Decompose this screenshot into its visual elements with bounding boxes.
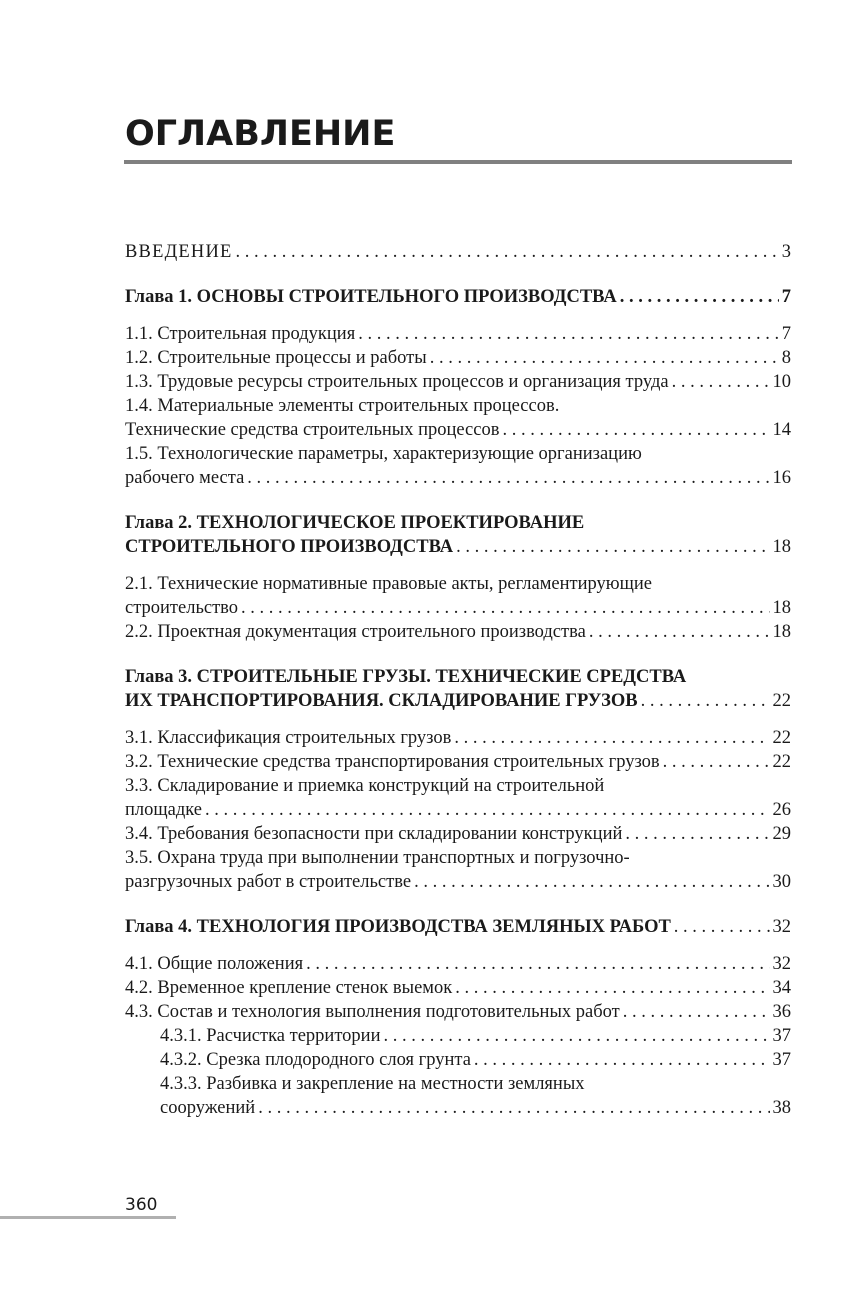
toc-entry-text: 1.4. Материальные элементы строительных процессов.	[125, 396, 560, 416]
toc-entry-text: 4.2. Временное крепление стенок выемок	[125, 978, 453, 998]
chapter-title: Глава 4. ТЕХНОЛОГИЯ ПРОИЗВОДСТВА ЗЕМЛЯНЫХ РАБОТ	[125, 917, 671, 937]
toc-page-number: 37	[772, 1026, 791, 1046]
dot-leader	[258, 1096, 769, 1120]
toc-page-number: 32	[772, 954, 791, 974]
toc-page-number: 32	[772, 917, 791, 937]
dot-leader	[205, 798, 770, 822]
toc-page-number: 8	[781, 348, 791, 368]
toc-page-number: 3	[781, 242, 791, 262]
toc-entry-text: 4.1. Общие положения	[125, 954, 304, 974]
toc-entry-text: разгрузочных работ в строительстве	[125, 872, 412, 892]
title-divider	[124, 160, 792, 164]
dot-leader	[358, 322, 779, 346]
toc-entry-text: 1.1. Строительная продукция	[125, 324, 356, 344]
toc-entry-text: 2.1. Технические нормативные правовые акты, регламентирующие	[125, 574, 652, 594]
chapter-title: ИХ ТРАНСПОРТИРОВАНИЯ. СКЛАДИРОВАНИЕ ГРУЗОВ	[125, 691, 638, 711]
toc-page-number: 36	[772, 1002, 791, 1022]
toc-entry-text: 3.5. Охрана труда при выполнении транспортных и погрузочно-	[125, 848, 630, 868]
toc-entry-text: ВВЕДЕНИЕ	[125, 242, 233, 262]
dot-leader	[589, 620, 770, 644]
toc-entry-4-3[interactable]	[125, 1000, 791, 1024]
toc-entry-2-1-line1[interactable]	[125, 572, 791, 596]
toc-entry-text: 3.2. Технические средства транспортирования строительных грузов	[125, 752, 660, 772]
dot-leader	[247, 466, 769, 490]
toc-page-number: 26	[772, 800, 791, 820]
toc-entry-text: рабочего места	[125, 468, 245, 488]
chapter-title: Глава 2. ТЕХНОЛОГИЧЕСКОЕ ПРОЕКТИРОВАНИЕ	[125, 513, 585, 533]
toc-entry-text: сооружений	[160, 1098, 256, 1118]
table-of-contents	[125, 240, 791, 1120]
toc-page-number: 22	[772, 691, 791, 711]
footer-divider	[0, 1216, 176, 1219]
toc-page-number: 30	[772, 872, 791, 892]
dot-leader	[623, 1000, 770, 1024]
toc-chapter-4[interactable]	[125, 915, 791, 939]
dot-leader	[241, 596, 769, 620]
dot-leader	[306, 952, 769, 976]
toc-entry-text: площадке	[125, 800, 202, 820]
toc-entry-1-4-line1[interactable]	[125, 394, 791, 418]
toc-entry-4-3-3-line1[interactable]	[125, 1072, 791, 1096]
toc-entry-4-2[interactable]	[125, 976, 791, 1000]
toc-page-number: 34	[772, 978, 791, 998]
page-title: ОГЛАВЛЕНИЕ	[125, 114, 396, 154]
toc-entry-2-2[interactable]	[125, 620, 791, 644]
toc-entry-text: 3.1. Классификация строительных грузов	[125, 728, 452, 748]
toc-page-number: 37	[772, 1050, 791, 1070]
toc-entry-text: 1.2. Строительные процессы и работы	[125, 348, 427, 368]
chapter-title: Глава 1. ОСНОВЫ СТРОИТЕЛЬНОГО ПРОИЗВОДСТВА	[125, 287, 617, 307]
toc-entry-1-5-line1[interactable]	[125, 442, 791, 466]
toc-entry-4-1[interactable]	[125, 952, 791, 976]
toc-page-number: 18	[772, 537, 791, 557]
toc-entry-text: 4.3.2. Срезка плодородного слоя грунта	[160, 1050, 471, 1070]
toc-entry-1-1[interactable]	[125, 322, 791, 346]
toc-entry-text: 3.4. Требования безопасности при складировании конструкций	[125, 824, 623, 844]
toc-entry-text: Технические средства строительных процессов	[125, 420, 500, 440]
toc-page-number: 22	[772, 752, 791, 772]
dot-leader	[502, 418, 769, 442]
toc-entry-3-3[interactable]	[125, 798, 791, 822]
dot-leader	[625, 822, 769, 846]
dot-leader	[456, 535, 769, 559]
dot-leader	[383, 1024, 769, 1048]
dot-leader	[641, 689, 770, 713]
toc-entry-text: 3.3. Складирование и приемка конструкций на строительной	[125, 776, 605, 796]
toc-entry-4-3-3[interactable]	[125, 1096, 791, 1120]
toc-page-number: 7	[781, 287, 791, 307]
toc-entry-text: строительство	[125, 598, 239, 618]
toc-chapter-3[interactable]	[125, 689, 791, 713]
toc-entry-2-1[interactable]	[125, 596, 791, 620]
toc-entry-1-4[interactable]	[125, 418, 791, 442]
toc-chapter-3-line1[interactable]	[125, 665, 791, 689]
toc-chapter-2[interactable]	[125, 535, 791, 559]
dot-leader	[454, 726, 769, 750]
toc-entry-text: 2.2. Проектная документация строительного производства	[125, 622, 586, 642]
toc-page-number: 7	[781, 324, 791, 344]
toc-entry-3-4[interactable]	[125, 822, 791, 846]
dot-leader	[474, 1048, 770, 1072]
toc-page-number: 10	[772, 372, 791, 392]
toc-page-number: 16	[772, 468, 791, 488]
toc-entry-4-3-1[interactable]	[125, 1024, 791, 1048]
toc-entry-3-1[interactable]	[125, 726, 791, 750]
toc-entry-1-5[interactable]	[125, 466, 791, 490]
toc-page-number: 14	[772, 420, 791, 440]
toc-page-number: 38	[772, 1098, 791, 1118]
toc-entry-3-2[interactable]	[125, 750, 791, 774]
toc-entry-1-2[interactable]	[125, 346, 791, 370]
page-number: 360	[125, 1195, 158, 1215]
dot-leader	[620, 285, 779, 309]
dot-leader	[674, 915, 770, 939]
toc-page-number: 22	[772, 728, 791, 748]
toc-entry-3-3-line1[interactable]	[125, 774, 791, 798]
toc-chapter-1[interactable]	[125, 285, 791, 309]
dot-leader	[455, 976, 769, 1000]
toc-entry-text: 1.3. Трудовые ресурсы строительных процессов и организация труда	[125, 372, 669, 392]
toc-entry-text: 4.3.1. Расчистка территории	[160, 1026, 381, 1046]
toc-entry-text: 4.3.3. Разбивка и закрепление на местности земляных	[160, 1074, 585, 1094]
dot-leader	[414, 870, 769, 894]
toc-entry-3-5[interactable]	[125, 870, 791, 894]
toc-entry-1-3[interactable]	[125, 370, 791, 394]
toc-entry-text: 4.3. Состав и технология выполнения подготовительных работ	[125, 1002, 620, 1022]
toc-chapter-2-line1[interactable]	[125, 511, 791, 535]
toc-page-number: 29	[772, 824, 791, 844]
chapter-title: Глава 3. СТРОИТЕЛЬНЫЕ ГРУЗЫ. ТЕХНИЧЕСКИЕ СРЕДСТВА	[125, 667, 687, 687]
dot-leader	[236, 240, 779, 264]
toc-entry-introduction[interactable]	[125, 240, 791, 264]
toc-entry-4-3-2[interactable]	[125, 1048, 791, 1072]
toc-page-number: 18	[772, 598, 791, 618]
dot-leader	[430, 346, 779, 370]
toc-page-number: 18	[772, 622, 791, 642]
toc-entry-3-5-line1[interactable]	[125, 846, 791, 870]
dot-leader	[672, 370, 770, 394]
chapter-title: СТРОИТЕЛЬНОГО ПРОИЗВОДСТВА	[125, 537, 454, 557]
toc-entry-text: 1.5. Технологические параметры, характеризующие организацию	[125, 444, 642, 464]
dot-leader	[663, 750, 770, 774]
